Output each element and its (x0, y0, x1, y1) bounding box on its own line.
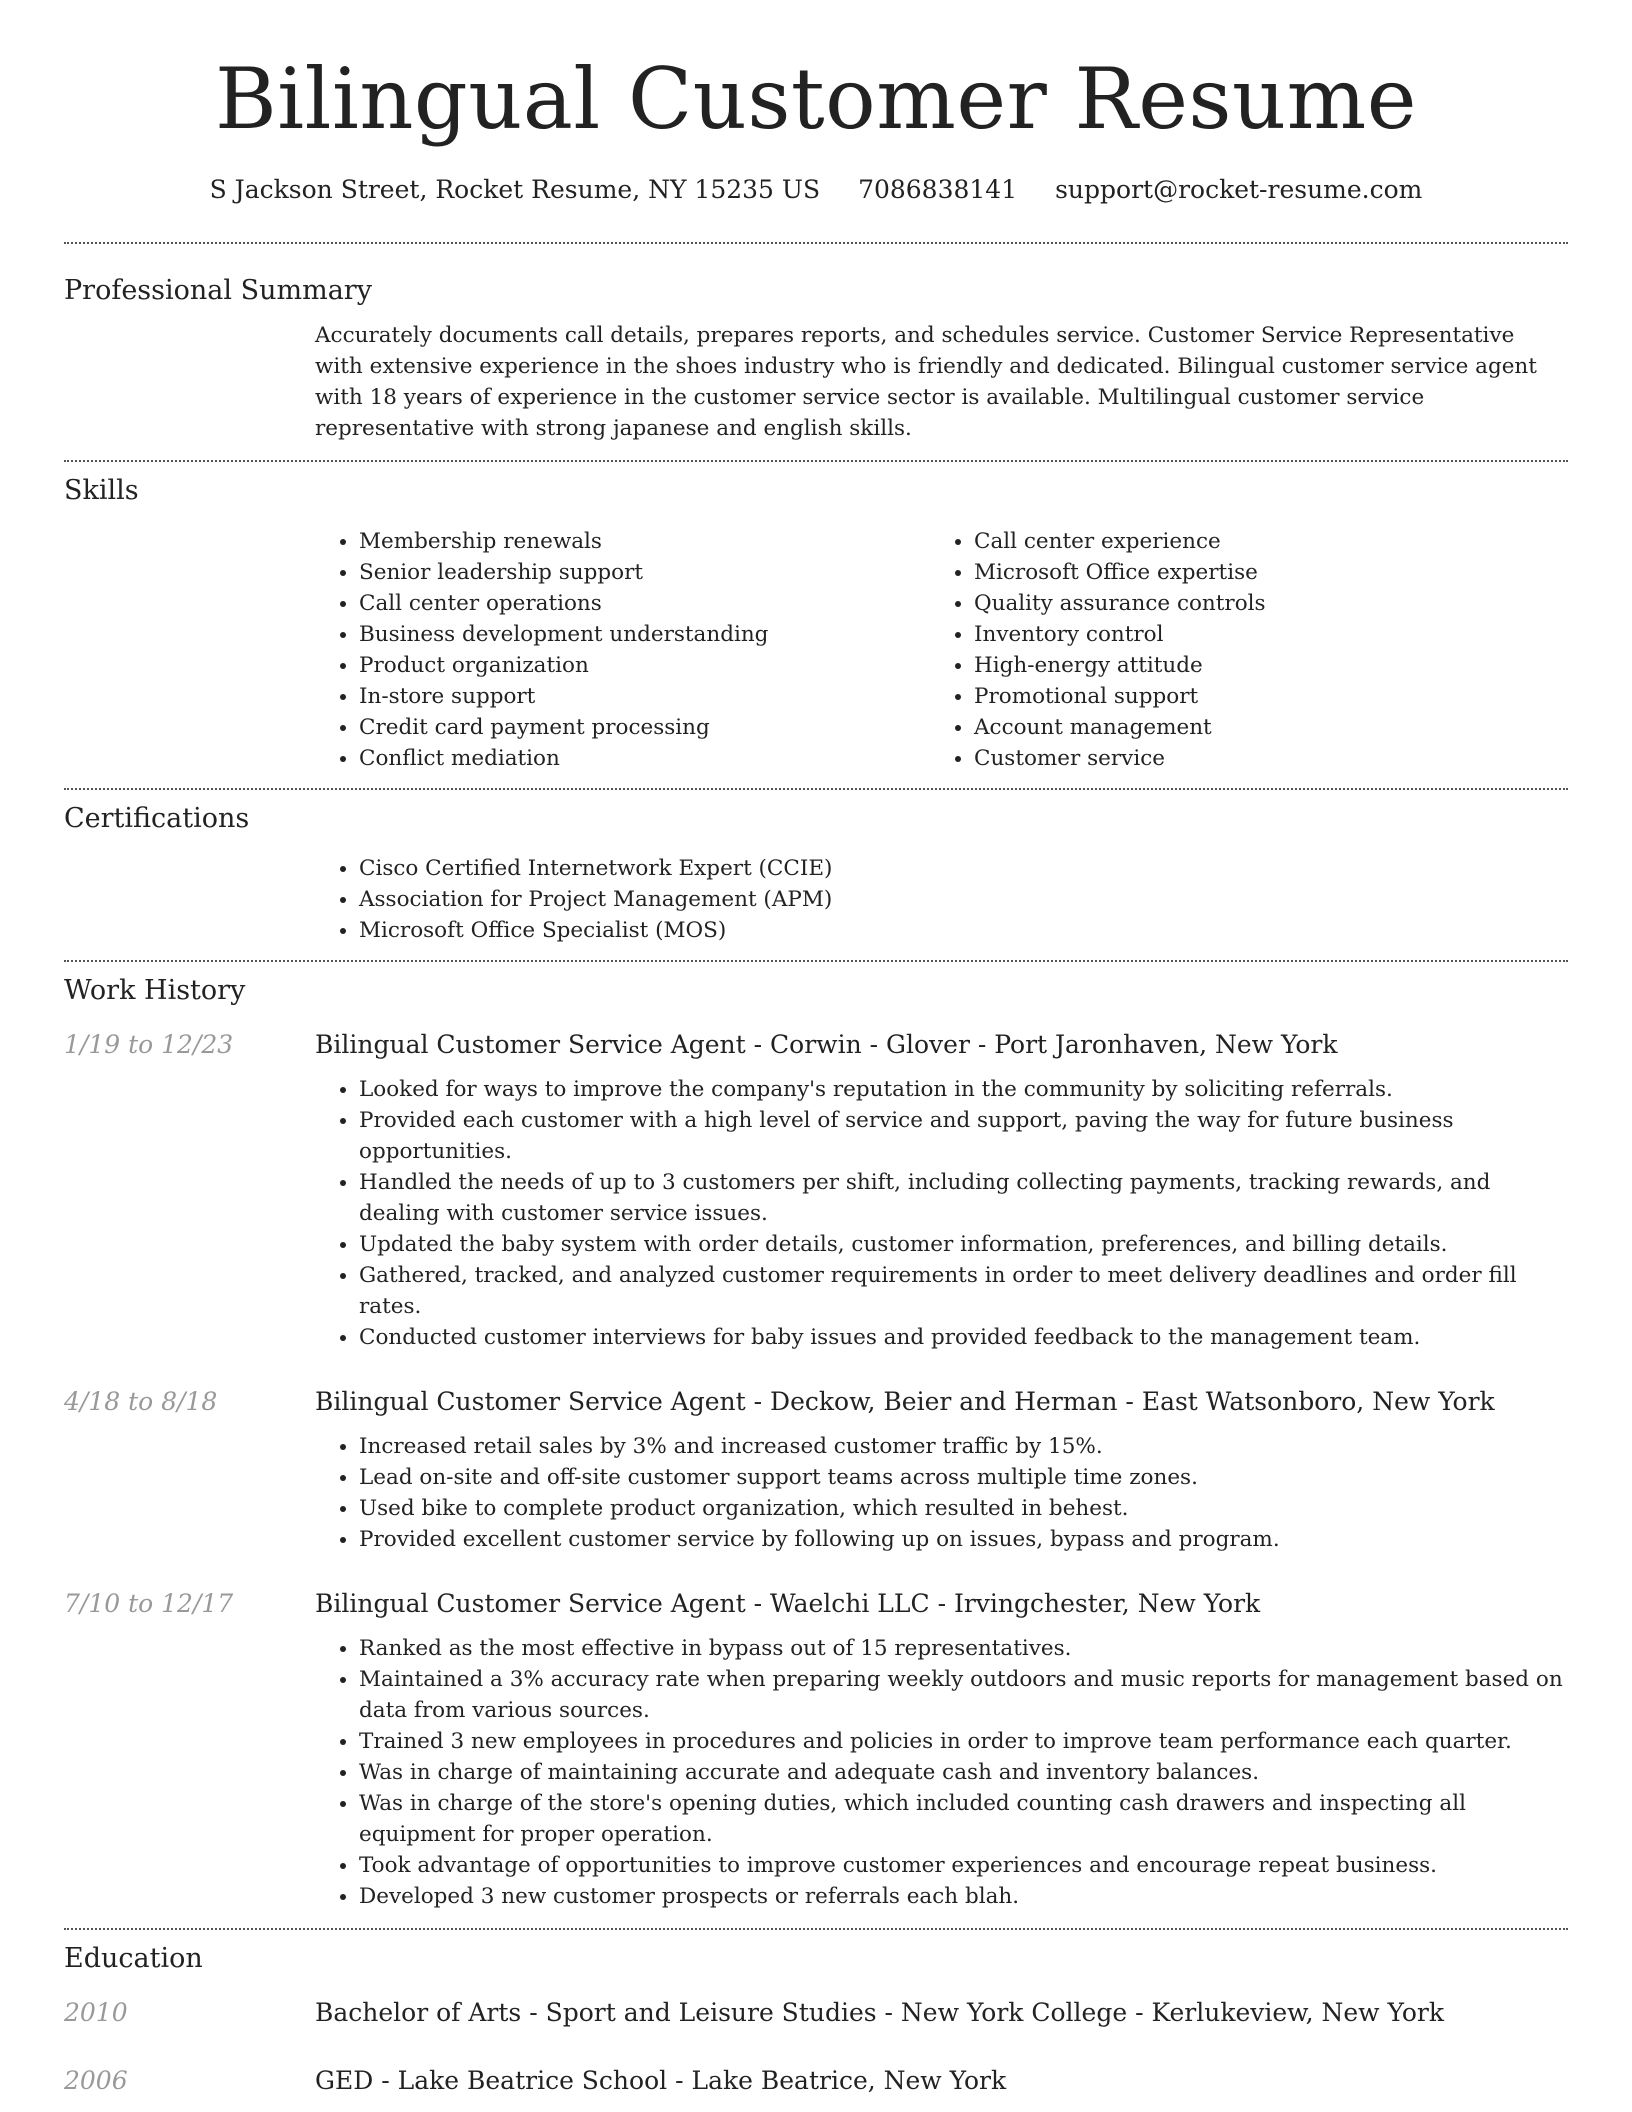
job-bullet: • Updated the baby system with order details, customer information, preferences, and billing details. (359, 1229, 1568, 1260)
certification-item: • Cisco Certified Internetwork Expert (CCIE) (359, 853, 1568, 884)
summary-heading: Professional Summary (64, 275, 372, 307)
skills-list-left (315, 526, 930, 774)
job-bullets (315, 1062, 1568, 1353)
skill-item: • High-energy attitude (974, 650, 1545, 681)
resume-title: Bilingual Customer Resume (215, 50, 1417, 148)
job-dates: 4/18 to 8/18 (64, 1387, 218, 1417)
job-bullet: • Lead on-site and off-site customer support teams across multiple time zones. (359, 1462, 1568, 1493)
job-entry (64, 1385, 1568, 1555)
skills-list-right (930, 526, 1545, 774)
skills-section (64, 462, 1568, 788)
work-history-section (64, 962, 1568, 1928)
job-bullet: • Used bike to complete product organization, which resulted in behest. (359, 1493, 1568, 1524)
skill-item: • Senior leadership support (359, 557, 930, 588)
contact-email: support@rocket-resume.com (1055, 175, 1423, 205)
contact-line (64, 175, 1568, 204)
job-title: Bilingual Customer Service Agent - Deckow, Beier and Herman - East Watsonboro, New York (315, 1387, 1495, 1417)
skill-item: • Microsoft Office expertise (974, 557, 1545, 588)
skills-columns (315, 508, 1568, 788)
summary-text: Accurately documents call details, prepares reports, and schedules service. Customer Service Representative with extensive experience in the shoes industry who is friendly and dedicated. Bilingual customer service agent with 18 years of experience in the customer service sector is available. Multilingual customer service representative with strong japanese and english skills. (315, 322, 1537, 441)
job-bullet: • Increased retail sales by 3% and increased customer traffic by 15%. (359, 1431, 1568, 1462)
job-bullet: • Was in charge of the store's opening duties, which included counting cash drawers and inspecting all equipment for proper operation. (359, 1788, 1568, 1850)
job-dates: 7/10 to 12/17 (64, 1589, 234, 1619)
skill-item: • In-store support (359, 681, 930, 712)
job-bullet: • Handled the needs of up to 3 customers per shift, including collecting payments, tracking rewards, and dealing with customer service issues. (359, 1167, 1568, 1229)
education-year: 2006 (64, 2065, 128, 2095)
certification-item: • Association for Project Management (APM) (359, 884, 1568, 915)
skills-heading: Skills (64, 474, 139, 506)
job-bullet: • Trained 3 new employees in procedures and policies in order to improve team performance each quarter. (359, 1726, 1568, 1757)
job-bullet: • Took advantage of opportunities to improve customer experiences and encourage repeat business. (359, 1850, 1568, 1881)
skill-item: • Call center experience (974, 526, 1545, 557)
certification-item: • Microsoft Office Specialist (MOS) (359, 915, 1568, 946)
skill-item: • Business development understanding (359, 619, 930, 650)
job-bullet: • Was in charge of maintaining accurate and adequate cash and inventory balances. (359, 1757, 1568, 1788)
education-section (64, 1930, 1568, 2112)
job-dates: 1/19 to 12/23 (64, 1030, 234, 1060)
job-bullet: • Gathered, tracked, and analyzed customer requirements in order to meet delivery deadlines and order fill rates. (359, 1260, 1568, 1322)
job-bullet: • Conducted customer interviews for baby issues and provided feedback to the management team. (359, 1322, 1568, 1353)
job-bullet: • Provided each customer with a high level of service and support, paving the way for future business opportunities. (359, 1105, 1568, 1167)
education-text: Bachelor of Arts - Sport and Leisure Studies - New York College - Kerlukeview, New York (315, 1997, 1445, 2027)
skill-item: • Conflict mediation (359, 743, 930, 774)
resume-page (64, 0, 1568, 2112)
job-bullet: • Developed 3 new customer prospects or referrals each blah. (359, 1881, 1568, 1912)
job-bullet: • Ranked as the most effective in bypass out of 15 representatives. (359, 1633, 1568, 1664)
certifications-list (315, 853, 1568, 946)
summary-section (64, 244, 1568, 460)
skill-item: • Account management (974, 712, 1545, 743)
skill-item: • Customer service (974, 743, 1545, 774)
education-entry (64, 2064, 1568, 2112)
skill-item: • Credit card payment processing (359, 712, 930, 743)
skill-item: • Inventory control (974, 619, 1545, 650)
education-text: GED - Lake Beatrice School - Lake Beatrice, New York (315, 2065, 1007, 2095)
skill-item: • Membership renewals (359, 526, 930, 557)
job-bullet: • Maintained a 3% accuracy rate when preparing weekly outdoors and music reports for management based on data from various sources. (359, 1664, 1568, 1726)
job-bullet: • Provided excellent customer service by following up on issues, bypass and program. (359, 1524, 1568, 1555)
certifications-section (64, 790, 1568, 961)
work-history-heading: Work History (64, 975, 246, 1007)
education-heading: Education (64, 1943, 203, 1975)
contact-phone: 7086838141 (858, 175, 1018, 205)
job-entry (64, 1587, 1568, 1928)
skill-item: • Quality assurance controls (974, 588, 1545, 619)
skill-item: • Call center operations (359, 588, 930, 619)
education-year: 2010 (64, 1997, 128, 2027)
certifications-body (315, 835, 1568, 960)
job-bullets (315, 1419, 1568, 1555)
job-bullet: • Looked for ways to improve the company's reputation in the community by soliciting referrals. (359, 1074, 1568, 1105)
contact-address: S Jackson Street, Rocket Resume, NY 15235 US (209, 175, 821, 205)
job-bullets (315, 1621, 1568, 1912)
skill-item: • Product organization (359, 650, 930, 681)
job-entry (64, 1028, 1568, 1353)
skill-item: • Promotional support (974, 681, 1545, 712)
education-entry (64, 1996, 1568, 2030)
certifications-heading: Certifications (64, 802, 250, 834)
job-title: Bilingual Customer Service Agent - Corwin - Glover - Port Jaronhaven, New York (315, 1030, 1338, 1060)
job-title: Bilingual Customer Service Agent - Waelchi LLC - Irvingchester, New York (315, 1589, 1261, 1619)
